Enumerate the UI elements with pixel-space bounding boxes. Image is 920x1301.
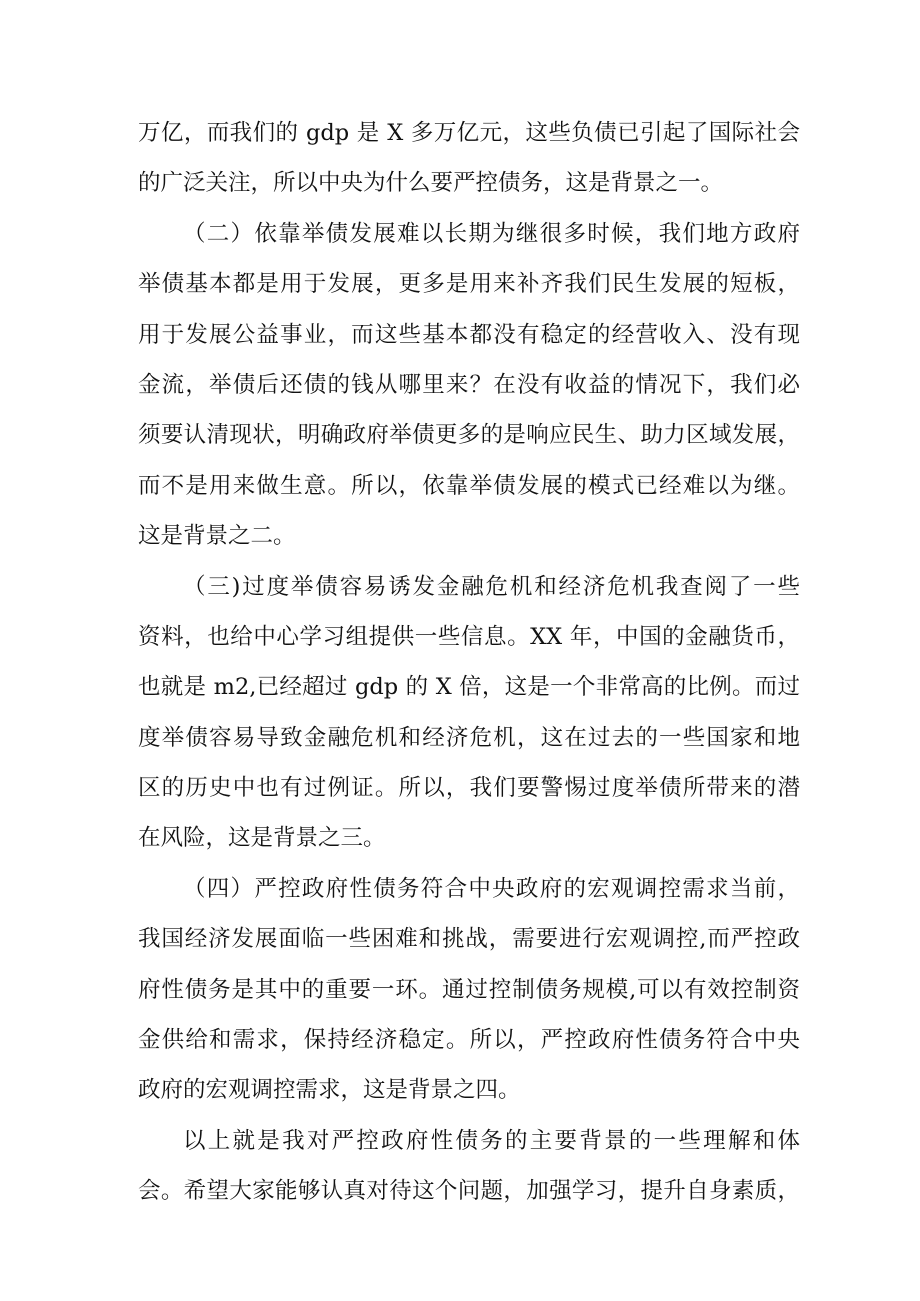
text-line: 而不是用来做生意。所以，依靠举债发展的模式已经难以为继。	[138, 472, 800, 499]
text-line: 万亿，而我们的 gdp 是 X 多万亿元，这些负债已引起了国际社会	[138, 120, 800, 146]
text-line: 也就是 m2,已经超过 gdp 的 X 倍，这是一个非常高的比例。而过	[138, 674, 800, 701]
text-line: 府性债务是其中的重要一环。通过控制债务规模,可以有效控制资	[138, 976, 800, 1003]
text-line: 区的历史中也有过例证。所以，我们要警惕过度举债所带来的潜	[138, 775, 800, 802]
text-line: 政府的宏观调控需求，这是背景之四。	[138, 1077, 521, 1104]
text-line: 举债基本都是用于发展，更多是用来补齐我们民生发展的短板，	[138, 271, 800, 298]
text-line: 用于发展公益事业，而这些基本都没有稳定的经营收入、没有现	[138, 321, 800, 348]
paragraph-start-line: 以上就是我对严控政府性债务的主要背景的一些理解和体	[183, 1127, 800, 1154]
text-line: 的广泛关注，所以中央为什么要严控债务，这是背景之一。	[138, 170, 724, 197]
section-heading-line: （二）依靠举债发展难以长期为继很多时候，我们地方政府	[183, 220, 800, 247]
text-line: 度举债容易导致金融危机和经济危机，这在过去的一些国家和地	[138, 724, 800, 751]
text-line: 在风险，这是背景之三。	[138, 825, 386, 852]
text-line: 我国经济发展面临一些困难和挑战，需要进行宏观调控,而严控政	[138, 926, 800, 953]
text-line: 金供给和需求，保持经济稳定。所以，严控政府性债务符合中央	[138, 1027, 800, 1054]
text-line: 会。希望大家能够认真对待这个问题，加强学习，提升自身素质，	[138, 1178, 800, 1205]
text-line: 金流，举债后还债的钱从哪里来？在没有收益的情况下，我们必	[138, 371, 800, 398]
text-line: 资料，也给中心学习组提供一些信息。XX 年，中国的金融货币，	[138, 623, 800, 650]
text-line: 这是背景之二。	[138, 523, 296, 550]
document-body	[138, 108, 800, 1217]
text-line: 须要认清现状，明确政府举债更多的是响应民生、助力区域发展，	[138, 422, 800, 449]
section-heading-line: （三)过度举债容易诱发金融危机和经济危机我查阅了一些	[183, 573, 800, 600]
section-heading-line: （四）严控政府性债务符合中央政府的宏观调控需求当前，	[183, 875, 800, 902]
